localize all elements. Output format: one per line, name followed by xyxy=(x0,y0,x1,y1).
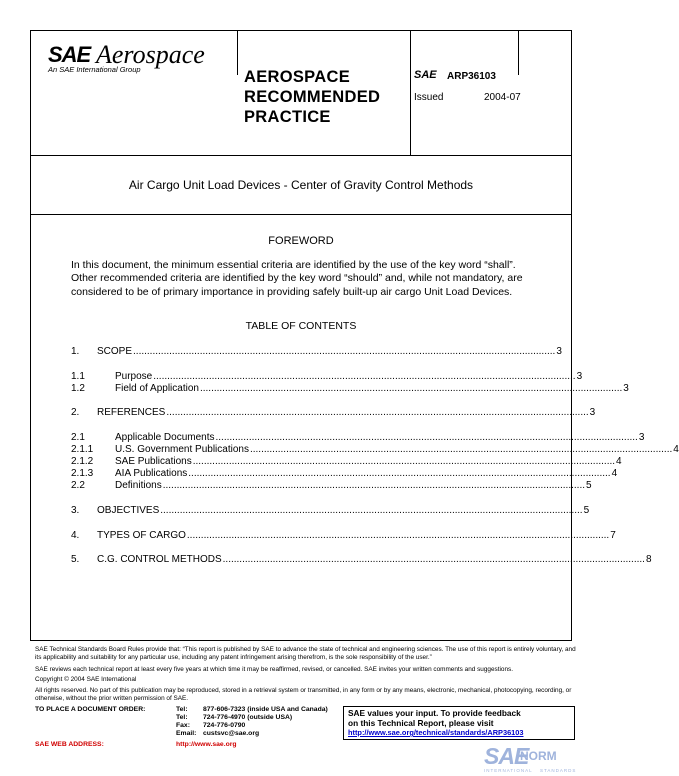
toc-number: 1.2 xyxy=(71,383,85,394)
order-label: TO PLACE A DOCUMENT ORDER: xyxy=(35,706,146,713)
header-border-bottom xyxy=(30,155,572,156)
toc-leader: ........................................................................................................................................................ xyxy=(188,468,611,479)
toc-title: C.G. CONTROL METHODS xyxy=(97,554,222,565)
rights-notice: All rights reserved. No part of this publication may be reproduced, stored in a retrieval system or transmitted, in any form or by any means, electronic, mechanical, photocopying, recording, or otherwise, without the prior written permission of SAE. xyxy=(35,687,572,703)
watermark-sae-mark: SAE xyxy=(484,743,529,769)
toc-number: 5. xyxy=(71,554,80,565)
web-address-label: SAE WEB ADDRESS: xyxy=(35,741,104,748)
doc-type-line-2: RECOMMENDED xyxy=(244,88,381,106)
toc-leader: ........................................................................................................................................................ xyxy=(160,505,583,516)
contact-label: Fax: xyxy=(176,722,190,729)
contact-label: Tel: xyxy=(176,706,188,713)
body-border-bottom xyxy=(30,640,572,641)
toc-leader: ........................................................................................................................................................ xyxy=(186,530,610,541)
toc-entry[interactable] xyxy=(71,406,596,419)
toc-entry[interactable] xyxy=(71,504,590,517)
document-number: ARP36103 xyxy=(447,71,496,82)
toc-number: 2.1 xyxy=(71,432,85,443)
intro-paragraph: In this document, the minimum essential criteria are identified by the use of the key word “shall”. Other recommended criteria are identified by the key word “should” and, while not mandatory, are considered to be of primary importance in providing safely built-up air cargo Unit Load Devices. xyxy=(71,259,523,298)
toc-leader: ........................................................................................................................................................ xyxy=(249,444,673,455)
toc-entry[interactable] xyxy=(71,345,562,358)
toc-page: 4 xyxy=(616,456,622,467)
toc-number: 2.2 xyxy=(71,480,85,491)
sae-logo-aerospace: Aerospace xyxy=(96,40,205,69)
body-border-right xyxy=(571,214,572,640)
toc-entry[interactable] xyxy=(71,529,616,542)
contact-value: 877-606-7323 (inside USA and Canada) xyxy=(203,706,328,713)
toc-entry[interactable] xyxy=(71,382,629,395)
toc-number: 3. xyxy=(71,505,80,516)
toc-title: OBJECTIVES xyxy=(97,505,160,516)
doc-type-line-3: PRACTICE xyxy=(244,108,331,126)
toc-title: U.S. Government Publications xyxy=(115,444,249,455)
toc-number: 4. xyxy=(71,530,80,541)
toc-page: 4 xyxy=(611,468,618,479)
sae-logo-mark: SAE xyxy=(48,42,91,67)
toc-title: REFERENCES xyxy=(97,407,166,418)
watermark-international: INTERNATIONAL xyxy=(484,768,533,773)
toc-leader: ........................................................................................................................................................ xyxy=(133,346,556,357)
toc-page: 8 xyxy=(645,554,652,565)
toc-title: SCOPE xyxy=(97,346,133,357)
toc-title: Definitions xyxy=(115,480,162,491)
issued-label: Issued xyxy=(414,92,444,103)
web-address-link[interactable]: http://www.sae.org xyxy=(176,741,237,748)
toc-leader: ........................................................................................................................................................ xyxy=(215,432,638,443)
sae-logo-tagline: An SAE International Group xyxy=(48,65,141,74)
toc-page: 5 xyxy=(583,505,590,516)
toc-leader: ........................................................................................................................................................ xyxy=(162,480,586,491)
contact-email[interactable]: custsvc@sae.org xyxy=(203,730,260,737)
watermark-norm: NORM xyxy=(520,749,557,763)
toc-page: 3 xyxy=(576,371,583,382)
standards-board-rules: SAE Technical Standards Board Rules provide that: “This report is published by SAE to advance the state of technical and engineering sciences. The use of this report is entirely voluntary, and its applicability and suitability for any particular use, including any patent infringement arising therefrom, is the sole responsibility of the user.” xyxy=(35,646,576,662)
foreword-heading: FOREWORD xyxy=(268,235,334,247)
issued-date: 2004-07 xyxy=(484,92,521,103)
copyright-notice: Copyright © 2004 SAE International xyxy=(35,676,137,683)
toc-title: TYPES OF CARGO xyxy=(97,530,186,541)
sae-small-mark: SAE xyxy=(414,69,437,81)
toc-number: 2.1.2 xyxy=(71,456,94,467)
header-border-top xyxy=(30,30,572,31)
toc-leader: ........................................................................................................................................................ xyxy=(192,456,616,467)
toc-page: 3 xyxy=(589,407,596,418)
toc-leader: ........................................................................................................................................................ xyxy=(222,554,645,565)
toc-leader: ........................................................................................................................................................ xyxy=(199,383,623,394)
toc-heading: TABLE OF CONTENTS xyxy=(245,320,357,332)
header-border-left xyxy=(30,30,31,155)
doc-type-line-1: AEROSPACE xyxy=(244,68,350,86)
toc-number: 2.1.3 xyxy=(71,468,94,479)
toc-page: 3 xyxy=(623,383,629,394)
watermark-standards: STANDARDS xyxy=(540,768,577,773)
toc-page: 4 xyxy=(673,444,679,455)
feedback-line-2: on this Technical Report, please visit xyxy=(348,717,494,728)
toc-title: Applicable Documents xyxy=(115,432,215,443)
header-divider-logo xyxy=(237,30,238,75)
toc-title: SAE Publications xyxy=(115,456,192,467)
toc-page: 7 xyxy=(610,530,616,541)
toc-number: 2. xyxy=(71,407,80,418)
review-notice: SAE reviews each technical report at least every five years at which time it may be reaffirmed, revised, or cancelled. SAE invites your written comments and suggestions. xyxy=(35,666,513,673)
toc-number: 1. xyxy=(71,346,80,357)
body-border-left xyxy=(30,214,31,640)
feedback-line-1: SAE values your input. To provide feedback xyxy=(348,708,521,718)
toc-number: 2.1.1 xyxy=(71,444,94,455)
document-title: Air Cargo Unit Load Devices - Center of Gravity Control Methods xyxy=(128,178,474,192)
toc-leader: ........................................................................................................................................................ xyxy=(166,407,589,418)
contact-label: Email: xyxy=(176,730,197,737)
feedback-box xyxy=(343,706,575,740)
toc-title: Purpose xyxy=(115,371,153,382)
toc-page: 5 xyxy=(586,480,592,491)
title-border-bottom xyxy=(30,214,572,215)
feedback-link[interactable]: http://www.sae.org/technical/standards/ARP36103 xyxy=(348,728,524,737)
contact-label: Tel: xyxy=(176,714,188,721)
toc-page: 3 xyxy=(556,346,562,357)
contact-value: 724-776-0790 xyxy=(203,722,246,729)
toc-entry[interactable] xyxy=(71,553,652,566)
toc-number: 1.1 xyxy=(71,371,85,382)
toc-title: Field of Application xyxy=(115,383,199,394)
toc-title: AIA Publications xyxy=(115,468,188,479)
toc-page: 3 xyxy=(638,432,645,443)
header-divider-right xyxy=(518,30,519,75)
toc-entry[interactable] xyxy=(71,479,592,492)
header-divider-doc-type xyxy=(410,30,411,155)
header-border-right xyxy=(571,30,572,155)
toc-leader: ........................................................................................................................................................ xyxy=(153,371,576,382)
contact-value: 724-776-4970 (outside USA) xyxy=(203,714,293,721)
